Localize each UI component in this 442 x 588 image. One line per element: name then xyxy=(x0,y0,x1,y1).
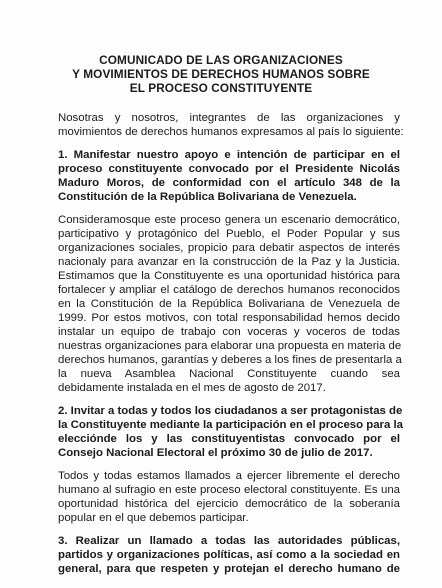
para2-line-3: oportunidad histórica del ejercicio democrático de la soberanía xyxy=(58,498,400,510)
para1-line-5: Estimamos que la Constituyente es una oportunidad histórica para xyxy=(58,270,400,282)
para1-line-6: fortalecer y ampliar el catálogo de derechos humanos reconocidos xyxy=(58,284,400,296)
para1-line-9: instalar un equipo de trabajo con voceras y voceros de todas xyxy=(58,326,400,338)
title-line-1: COMUNICADO DE LAS ORGANIZACIONES xyxy=(99,53,343,67)
para1-line-8: 1999. Por estos motivos, con total responsabilidad hemos decido xyxy=(58,312,400,324)
para1-line-4: nacionaly para avanzar en la construcción de la Paz y la Justicia. xyxy=(58,256,400,268)
para1-line-11: derechos humanos, garantías y deberes a los fines de presentarla a xyxy=(58,354,402,366)
point3-line-1: 3. Realizar un llamado a todas las autoridades públicas, xyxy=(58,535,400,547)
para1-line-2: participativo y protagónico del Pueblo, el Poder Popular y sus xyxy=(58,228,400,240)
intro-line-2: movimientos de derechos humanos expresamos al país lo siguiente: xyxy=(58,126,404,138)
point1-line-2: proceso constituyente convocado por el Presidente Nicolás xyxy=(58,163,400,175)
para1-line-3: organizaciones sociales, propicio para debatir aspectos de interés xyxy=(58,242,400,254)
point2-line-2: la Constituyente mediante la participación en el proceso para la xyxy=(58,419,403,431)
point2-line-1: 2. Invitar a todas y todos los ciudadanos a ser protagonistas de xyxy=(58,405,403,417)
para1-line-1: Consideramosque este proceso genera un escenario democrático, xyxy=(58,214,400,226)
title-line-3: EL PROCESO CONSTITUYENTE xyxy=(129,81,313,95)
intro-line-1: Nosotras y nosotros, integrantes de las organizaciones y xyxy=(58,112,400,124)
para1-line-10: nuestras organizaciones para elaborar una propuesta en materia de xyxy=(58,340,402,352)
point1-line-1: 1. Manifestar nuestro apoyo e intención de participar en el xyxy=(58,149,400,161)
point3-line-3: general, para que respeten y protejan el derecho humano de xyxy=(58,563,400,575)
para2-line-1: Todos y todas estamos llamados a ejercer libremente el derecho xyxy=(58,470,400,482)
para2-line-4: popular en el que debemos participar. xyxy=(58,512,249,524)
title-line-2: Y MOVIMIENTOS DE DERECHOS HUMANOS SOBRE xyxy=(72,67,370,81)
para1-line-7: en la Constitución de la República Bolivariana de Venezuela de xyxy=(58,298,400,310)
para2-line-2: humano al sufragio en este proceso electoral constituyente. Es una xyxy=(58,484,400,496)
point1-line-3: Maduro Moros, de conformidad con el artículo 348 de la xyxy=(58,177,400,189)
point3-line-2: partidos y organizaciones políticas, así como a la sociedad en xyxy=(58,549,400,561)
point2-line-3: elecciónde los y las constituyentistas convocado por el xyxy=(58,433,400,445)
point1-line-4: Constitución de la República Bolivariana de Venezuela. xyxy=(58,191,357,203)
para1-line-12: la nueva Asamblea Nacional Constituyente cuando sea xyxy=(58,368,400,380)
para1-line-13: debidamente instalada en el mes de agosto de 2017. xyxy=(58,382,326,394)
point2-line-4: Consejo Nacional Electoral el próximo 30 de julio de 2017. xyxy=(58,447,373,459)
